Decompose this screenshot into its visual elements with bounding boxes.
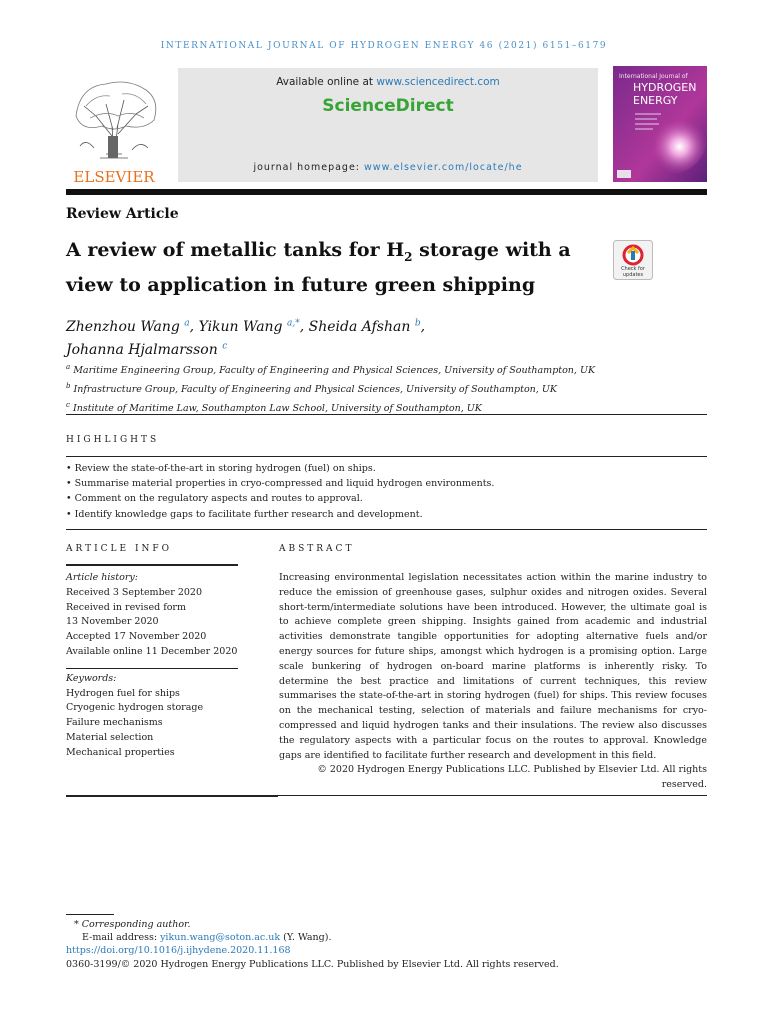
- abstract-body: [279, 571, 707, 793]
- divider: [66, 564, 238, 566]
- article-info-heading: ARTICLE INFO: [66, 544, 173, 554]
- sciencedirect-link[interactable]: www.sciencedirect.com: [376, 76, 500, 88]
- author-sep: ,: [420, 318, 426, 335]
- affiliation-text: Institute of Maritime Law, Southampton Law School, University of Southampton, UK: [69, 402, 482, 414]
- history-item: 13 November 2020: [66, 616, 159, 628]
- affiliation-mark: b: [66, 381, 71, 390]
- history-item: Received 3 September 2020: [66, 586, 203, 598]
- check-updates-icon: [613, 240, 653, 280]
- check-for-updates-badge[interactable]: [613, 240, 653, 280]
- divider: [66, 795, 278, 797]
- keyword[interactable]: Failure mechanisms: [66, 717, 163, 729]
- author[interactable]: [309, 319, 421, 335]
- author-affil-mark[interactable]: c: [222, 341, 228, 352]
- divider: [278, 795, 707, 796]
- elsevier-wordmark: ELSEVIER: [73, 168, 155, 186]
- affiliation: [66, 379, 666, 398]
- article-title: [66, 236, 586, 299]
- affiliation-mark: c: [66, 400, 70, 409]
- title-part1: A review of metallic tanks for H: [66, 239, 405, 261]
- highlight-item: • Summarise material properties in cryo-compressed and liquid hydrogen environments.: [66, 478, 495, 490]
- journal-citation: INTERNATIONAL JOURNAL OF HYDROGEN ENERGY 46 (2021) 6151–6179: [160, 41, 608, 51]
- highlights-heading: HIGHLIGHTS: [66, 435, 160, 445]
- affiliation-text: Maritime Engineering Group, Faculty of Engineering and Physical Sciences, University of Southampton, UK: [70, 365, 596, 377]
- history-label: Article history:: [66, 572, 138, 583]
- email-link[interactable]: yikun.wang@soton.ac.uk: [160, 932, 281, 944]
- abstract-text: Increasing environmental legislation necessitates action within the marine industry to reduce the emission of greenhouse gases, sulphur oxides and nitrogen oxides. Several short-term/intermediate solutions have been introduced. However, the ultimate goal is to achieve complete green shipping. Insights gained from academic and industrial activities demonstrate tangible opportunities for adopting alternative fuels and/or energy sources for future ships, amongst which hydrogen is a promising option. Large scale bunkering of hydrogen on-board marine platforms is inherently risky. To determine the best practice and limitations of current techniques, this review summarises the state-of-the-art in storing hydrogen (fuel) for ships. This review focuses on the mechanical testing, selection of materials and failure mechanisms for cryo-compressed and liquid hydrogen tanks and their insulations. The review also discusses the regulatory aspects with a particular focus on the routes to approval. Knowledge gaps are identified to facilitate further research and development in this field.: [279, 572, 707, 761]
- footnotes: [66, 918, 706, 971]
- footnote-rule: [66, 914, 114, 915]
- keyword[interactable]: Hydrogen fuel for ships: [66, 687, 180, 699]
- divider: [66, 456, 707, 457]
- check-updates-line2: updates: [622, 272, 644, 278]
- journal-homepage-link[interactable]: www.elsevier.com/locate/he: [364, 162, 523, 173]
- highlight-item: • Identify knowledge gaps to facilitate further research and development.: [66, 508, 423, 520]
- abstract-copyright: © 2020 Hydrogen Energy Publications LLC. Published by Elsevier Ltd. All rights reserved.: [317, 764, 707, 791]
- affiliation-text: Infrastructure Group, Faculty of Engineering and Physical Sciences, University of Southampton, UK: [70, 383, 557, 395]
- author-sep: ,: [189, 318, 199, 335]
- available-label: Available online at: [276, 76, 377, 88]
- email-suffix: (Y. Wang).: [280, 932, 332, 944]
- title-subscript: 2: [404, 249, 413, 264]
- author-name: Johanna Hjalmarsson: [66, 342, 223, 359]
- affiliation-list: [66, 360, 666, 416]
- highlight-item: • Review the state-of-the-art in storing hydrogen (fuel) on ships.: [66, 463, 376, 474]
- sciencedirect-banner: [178, 68, 598, 182]
- homepage-label: journal homepage:: [253, 162, 365, 173]
- author-list: [66, 313, 626, 360]
- email-line: [66, 931, 706, 944]
- author-affil-mark[interactable]: b: [414, 318, 421, 328]
- abstract-heading: ABSTRACT: [279, 544, 355, 554]
- cover-line1: International Journal of: [619, 73, 688, 80]
- email-label: E-mail address:: [82, 932, 161, 944]
- author[interactable]: [66, 342, 227, 358]
- author-name: Zhenzhou Wang: [66, 318, 185, 335]
- sciencedirect-wordmark[interactable]: ScienceDirect: [322, 96, 454, 116]
- doi-link[interactable]: https://doi.org/10.1016/j.ijhydene.2020.11.168: [66, 945, 291, 957]
- author-sep: ,: [299, 318, 309, 335]
- author-affil-mark[interactable]: a,*: [286, 318, 300, 328]
- title-part2: storage with a view to application in future green shipping: [66, 239, 571, 296]
- affiliation: [66, 360, 666, 379]
- keyword[interactable]: Mechanical properties: [66, 746, 175, 758]
- cover-line3: ENERGY: [633, 94, 678, 107]
- check-updates-line1: Check for: [621, 266, 645, 272]
- history-item: Accepted 17 November 2020: [66, 631, 207, 643]
- journal-cover-image: [613, 66, 707, 182]
- journal-homepage-line: [178, 162, 598, 173]
- author-name: Sheida Afshan: [308, 318, 415, 335]
- issn-copyright: 0360-3199/© 2020 Hydrogen Energy Publications LLC. Published by Elsevier Ltd. All rights reserved.: [66, 958, 559, 970]
- keywords-label: Keywords:: [66, 672, 117, 684]
- available-online-line: [178, 76, 598, 88]
- highlight-item: • Comment on the regulatory aspects and routes to approval.: [66, 493, 363, 505]
- header-rule: [66, 189, 707, 195]
- article-type: Review Article: [66, 206, 179, 222]
- journal-cover[interactable]: [613, 66, 707, 182]
- cover-line2: HYDROGEN: [633, 81, 697, 94]
- affiliation-mark: a: [66, 363, 71, 371]
- keyword[interactable]: Cryogenic hydrogen storage: [66, 702, 204, 714]
- elsevier-logo[interactable]: [66, 76, 162, 186]
- history-item: Available online 11 December 2020: [66, 645, 238, 657]
- author[interactable]: [199, 319, 300, 335]
- elsevier-tree-icon: [66, 76, 162, 186]
- author-affil-mark[interactable]: a: [184, 318, 190, 328]
- article-info: [66, 571, 246, 761]
- history-item: Received in revised form: [66, 601, 186, 613]
- corresponding-note: * Corresponding author.: [74, 919, 191, 930]
- divider: [66, 414, 707, 415]
- keyword[interactable]: Material selection: [66, 731, 154, 743]
- author-name: Yikun Wang: [198, 318, 287, 335]
- highlights-list: [66, 461, 706, 522]
- divider: [66, 529, 707, 530]
- divider: [66, 668, 238, 669]
- author[interactable]: [66, 319, 190, 335]
